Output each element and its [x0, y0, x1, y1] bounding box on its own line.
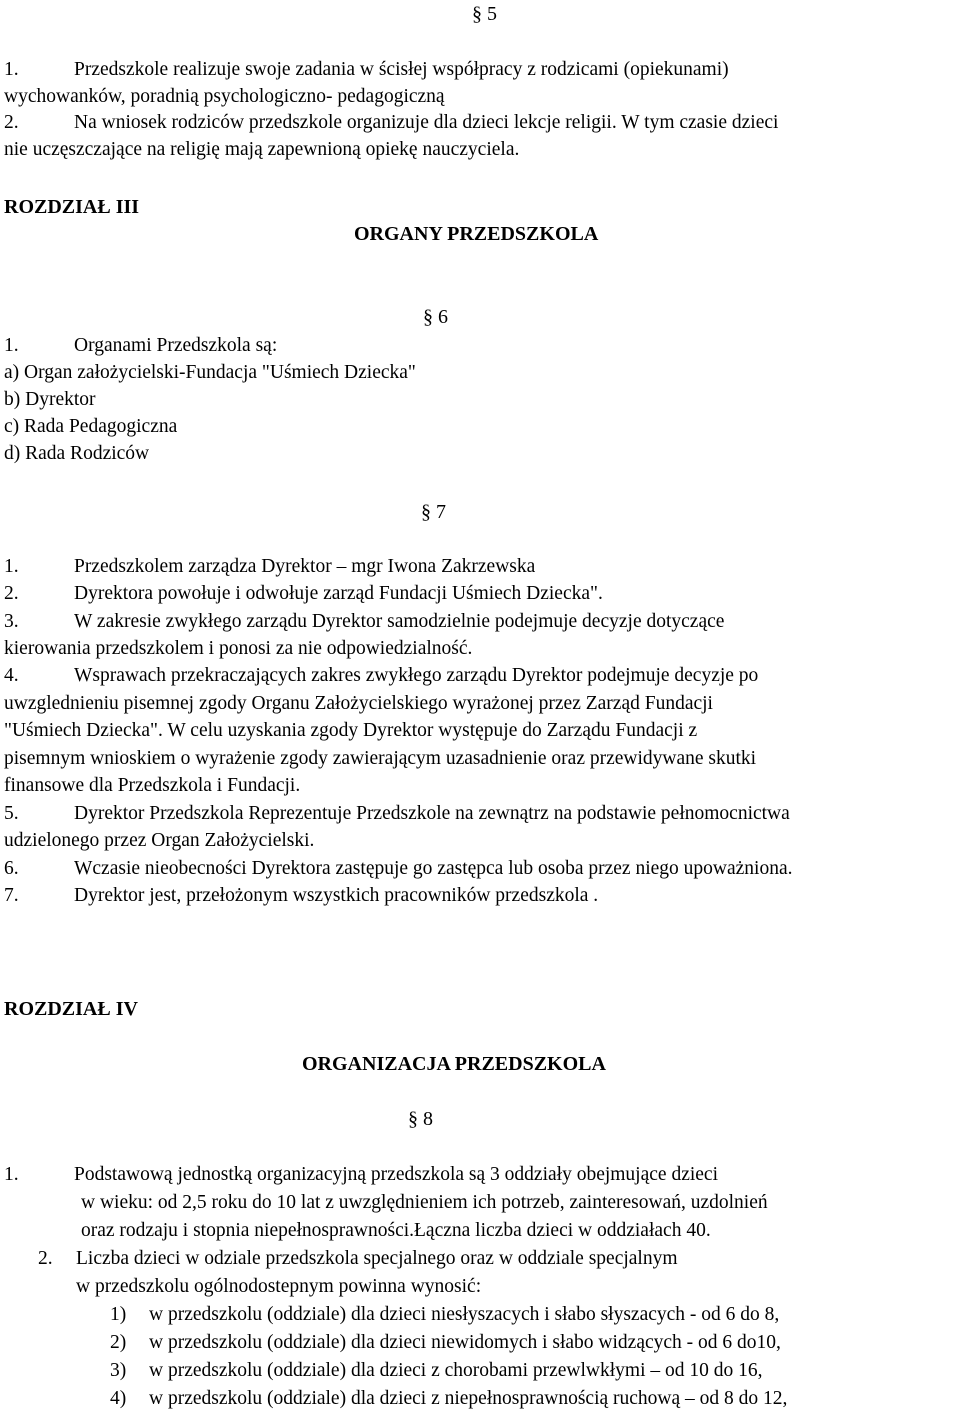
- list-item: w przedszkolu (oddziale) dla dzieci z niepełnosprawnością ruchową – od 8 do 12,: [149, 1388, 788, 1409]
- paragraph-line: oraz rodzaju i stopnia niepełnosprawności.Łączna liczba dzieci w oddziałach 40.: [81, 1220, 711, 1241]
- paragraph-line: wychowanków, poradnią psychologiczno- pedagogiczną: [4, 86, 445, 107]
- paragraph-line: Przedszkolem zarządza Dyrektor – mgr Iwona Zakrzewska: [74, 556, 536, 577]
- list-item: a) Organ założycielski-Fundacja "Uśmiech Dziecka": [4, 362, 416, 383]
- chapter-heading: ROZDZIAŁ III: [4, 196, 140, 218]
- list-item: w przedszkolu (oddziale) dla dzieci z chorobami przewlwkłymi – od 10 do 16,: [149, 1360, 763, 1381]
- paragraph-line: W zakresie zwykłego zarządu Dyrektor samodzielnie podejmuje decyzje dotyczące: [74, 611, 725, 632]
- list-number: 2.: [4, 112, 19, 133]
- list-number: 1.: [4, 1164, 19, 1185]
- paragraph-line: Dyrektor jest, przełożonym wszystkich pracowników przedszkola .: [74, 885, 599, 906]
- paragraph-line: uwzglednieniu pisemnej zgody Organu Założycielskiego wyrażonej przez Zarząd Fundacji: [4, 693, 713, 714]
- list-number: 4.: [4, 665, 19, 686]
- section-7-heading: § 7: [421, 501, 446, 523]
- list-number: 6.: [4, 858, 19, 879]
- list-item: d) Rada Rodziców: [4, 443, 150, 464]
- paragraph-line: kierowania przedszkolem i ponosi za nie odpowiedzialność.: [4, 638, 473, 659]
- paragraph-line: Na wniosek rodziców przedszkole organizuje dla dzieci lekcje religii. W tym czasie dzieci: [74, 112, 779, 133]
- chapter-title: ORGANY PRZEDSZKOLA: [354, 223, 599, 245]
- paragraph-line: Liczba dzieci w odziale przedszkola specjalnego oraz w oddziale specjalnym: [76, 1248, 678, 1269]
- list-item: w przedszkolu (oddziale) dla dzieci niewidomych i słabo widzących - od 6 do10,: [149, 1332, 781, 1353]
- sublist-number: 2): [110, 1332, 127, 1353]
- list-number: 1.: [4, 335, 19, 356]
- paragraph-line: nie uczęszczające na religię mają zapewnioną opiekę nauczyciela.: [4, 139, 520, 160]
- list-number: 1.: [4, 59, 19, 80]
- sublist-number: 3): [110, 1360, 127, 1381]
- paragraph-line: finansowe dla Przedszkola i Fundacji.: [4, 775, 301, 796]
- paragraph-line: Przedszkole realizuje swoje zadania w ścisłej współpracy z rodzicami (opiekunami): [74, 59, 729, 80]
- paragraph-line: Dyrektor Przedszkola Reprezentuje Przedszkole na zewnątrz na podstawie pełnomocnictwa: [74, 803, 790, 824]
- paragraph-line: w wieku: od 2,5 roku do 10 lat z uwzględnieniem ich potrzeb, zainteresowań, uzdolnień: [81, 1192, 768, 1213]
- list-item: c) Rada Pedagogiczna: [4, 416, 178, 437]
- paragraph-line: "Uśmiech Dziecka". W celu uzyskania zgody Dyrektor występuje do Zarządu Fundacji z: [4, 720, 698, 741]
- list-item: w przedszkolu (oddziale) dla dzieci niesłyszacych i słabo słyszacych - od 6 do 8,: [149, 1304, 780, 1325]
- list-number: 7.: [4, 885, 19, 906]
- paragraph-line: Wczasie nieobecności Dyrektora zastępuje go zastępca lub osoba przez niego upoważniona.: [74, 858, 793, 879]
- paragraph-line: Wsprawach przekraczających zakres zwykłego zarządu Dyrektor podejmuje decyzje po: [74, 665, 759, 686]
- chapter-heading: ROZDZIAŁ IV: [4, 998, 138, 1020]
- list-number: 2.: [4, 583, 19, 604]
- list-number: 1.: [4, 556, 19, 577]
- list-item: b) Dyrektor: [4, 389, 96, 410]
- section-5-heading: § 5: [472, 3, 497, 25]
- paragraph-line: udzielonego przez Organ Założycielski.: [4, 830, 315, 851]
- paragraph-line: Organami Przedszkola są:: [74, 335, 278, 356]
- paragraph-line: Dyrektora powołuje i odwołuje zarząd Fundacji Uśmiech Dziecka".: [74, 583, 603, 604]
- list-number: 2.: [38, 1248, 53, 1269]
- chapter-title: ORGANIZACJA PRZEDSZKOLA: [302, 1053, 606, 1075]
- section-6-heading: § 6: [423, 306, 448, 328]
- paragraph-line: pisemnym wnioskiem o wyrażenie zgody zawierającym uzasadnienie oraz przewidywane skutki: [4, 748, 757, 769]
- sublist-number: 1): [110, 1304, 127, 1325]
- paragraph-line: w przedszkolu ogólnodostepnym powinna wynosić:: [76, 1276, 482, 1297]
- paragraph-line: Podstawową jednostką organizacyjną przedszkola są 3 oddziały obejmujące dzieci: [74, 1164, 718, 1185]
- sublist-number: 4): [110, 1388, 127, 1409]
- list-number: 5.: [4, 803, 19, 824]
- section-8-heading: § 8: [408, 1108, 433, 1130]
- list-number: 3.: [4, 611, 19, 632]
